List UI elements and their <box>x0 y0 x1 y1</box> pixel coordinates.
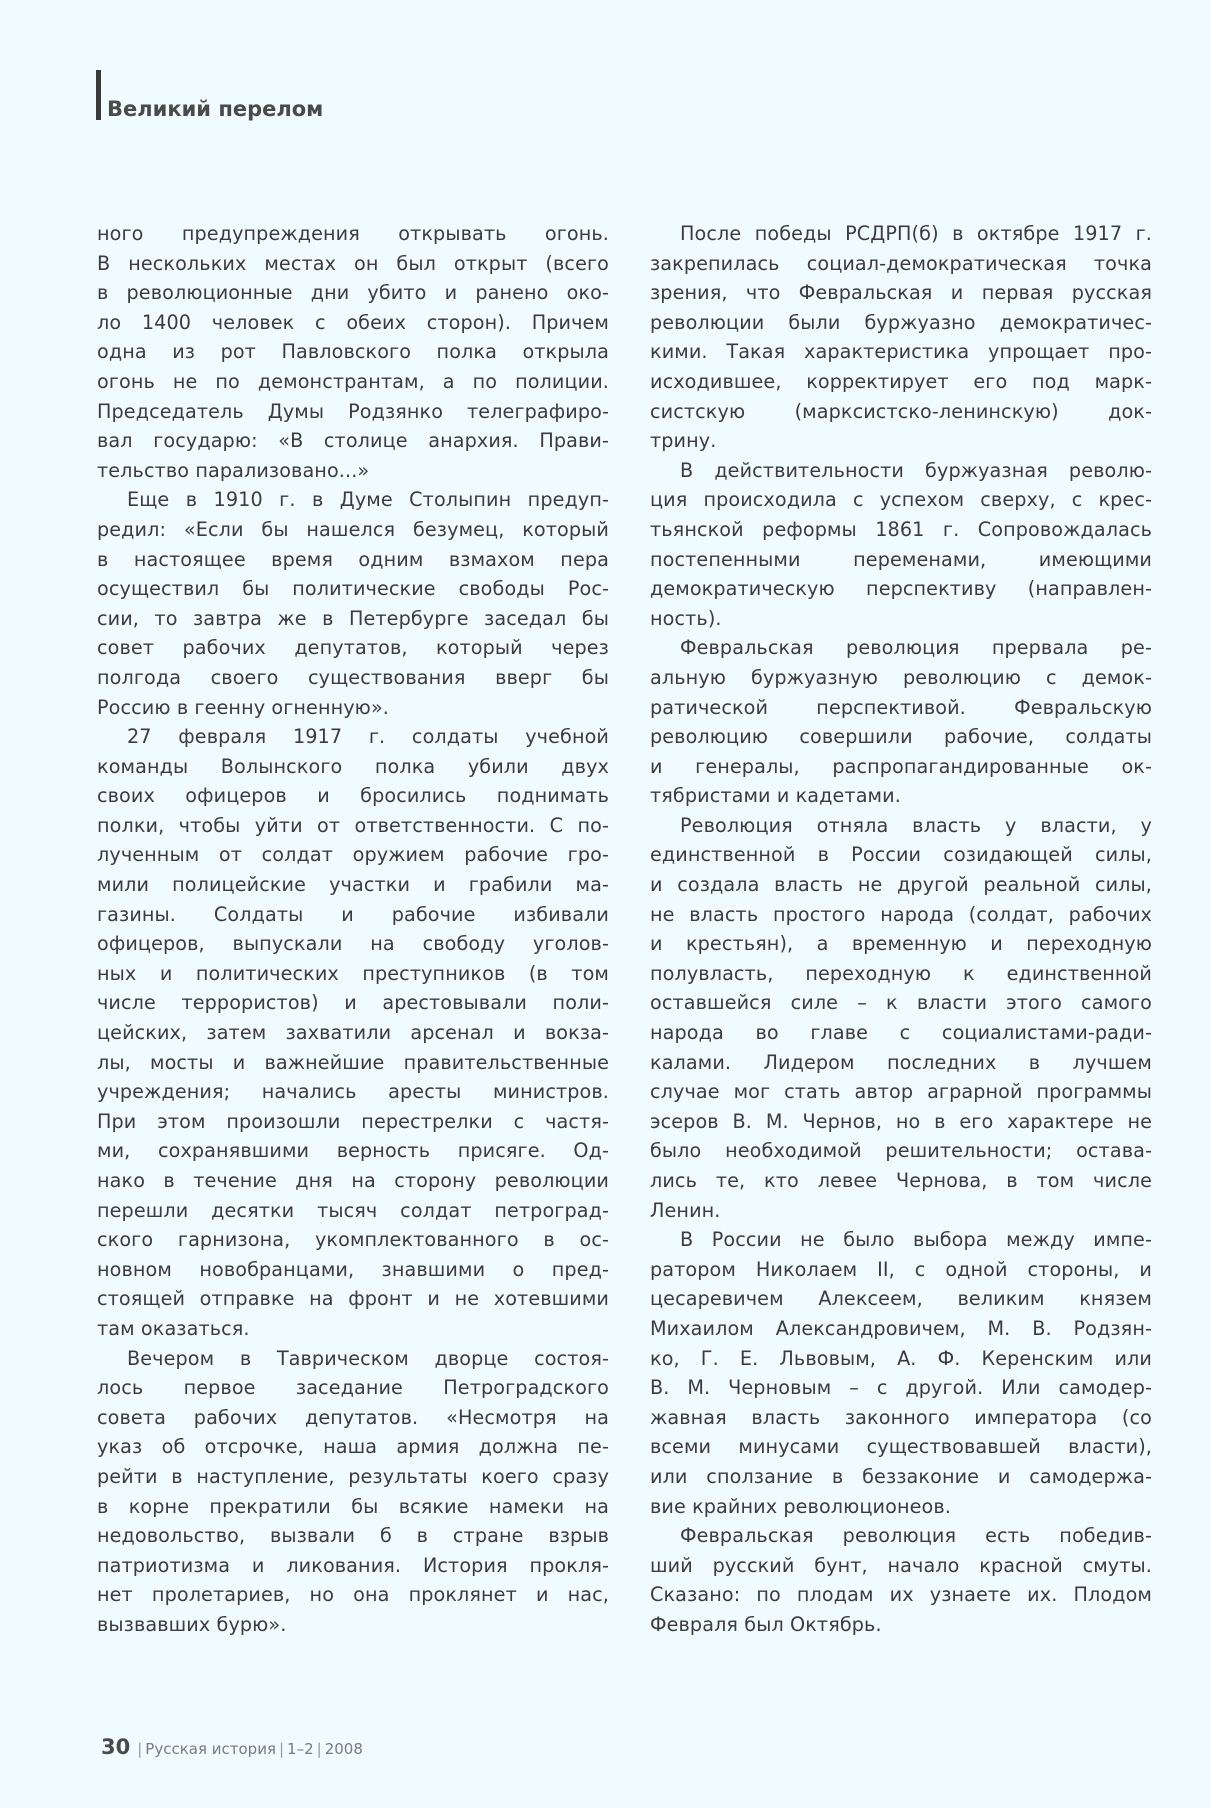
text-line: революции были буржуазно демократичес- <box>650 310 1152 334</box>
text-line: своих офицеров и бросились поднимать <box>97 784 609 808</box>
running-header <box>96 70 323 120</box>
text-line: ло 1400 человек с обеих сторон). Причем <box>97 310 609 334</box>
journal-name: Русская история <box>145 1740 276 1758</box>
text-line: нако в течение дня на сторону революции <box>97 1169 609 1192</box>
text-line: Революция отняла власть у власти, у <box>680 813 1152 837</box>
text-line: лы, мосты и важнейшие правительственные <box>97 1050 609 1074</box>
text-line: всеми минусами существовавшей власти), <box>650 1435 1152 1459</box>
text-line: новном новобранцами, знавшими о пред- <box>97 1257 609 1281</box>
text-line: полувласть, переходную к единственной <box>650 961 1152 985</box>
text-line: ского гарнизона, укомплектованного в ос- <box>97 1228 609 1252</box>
text-line: ратической перспективой. Февральскую <box>650 695 1152 719</box>
text-line: и генералы, распропагандированные ок- <box>650 754 1152 778</box>
text-line: ность). <box>650 606 722 630</box>
text-line: нет пролетариев, но она проклянет и нас, <box>97 1583 609 1607</box>
text-line: тельство парализовано...» <box>97 458 370 482</box>
text-line: систскую (марксистско-ленинскую) док- <box>650 399 1152 423</box>
text-line: учреждения; начались аресты министров. <box>97 1080 609 1104</box>
text-line: демократическую перспективу (направлен- <box>650 577 1152 601</box>
text-line: было необходимой решительности; остава- <box>650 1139 1152 1163</box>
text-line: одна из рот Павловского полка открыла <box>97 340 609 364</box>
text-line: зрения, что Февральская и первая русская <box>650 281 1152 305</box>
text-line: совет рабочих депутатов, который через <box>97 636 609 660</box>
text-line: альную буржуазную революцию с демок- <box>650 665 1152 689</box>
text-line: там оказаться. <box>97 1316 250 1340</box>
text-line: закрепилась социал-демократическая точка <box>650 251 1152 275</box>
text-line: осуществил бы политические свободы Рос- <box>97 577 609 601</box>
text-column-left <box>97 219 609 1640</box>
text-line: Февральская революция прервала ре- <box>680 636 1152 660</box>
text-line: Михаилом Александровичем, М. В. Родзян- <box>650 1316 1152 1340</box>
text-line: Россию в геенну огненную». <box>97 695 389 719</box>
text-line: и создала власть не другой реальной силы, <box>650 873 1152 897</box>
footer-separator: | <box>278 1740 285 1758</box>
text-line: полки, чтобы уйти от ответственности. С по- <box>97 813 609 837</box>
text-line: в корне прекратили бы всякие намеки на <box>97 1494 609 1518</box>
text-line: полгода своего существования вверг бы <box>97 665 609 689</box>
text-line: Сказано: по плодам их узнаете их. Плодом <box>650 1583 1152 1607</box>
text-line: ший русский бунт, начало красной смуты. <box>650 1553 1152 1577</box>
text-line: Февраля был Октябрь. <box>650 1612 882 1636</box>
text-line: жавная власть законного императора (со <box>650 1405 1152 1429</box>
text-line: редил: «Если бы нашелся безумец, который <box>97 517 609 541</box>
text-line: сии, то завтра же в Петербурге заседал бы <box>97 606 609 630</box>
footer-separator: | <box>137 1740 143 1758</box>
text-line: случае мог стать автор аграрной программы <box>650 1080 1152 1104</box>
text-line: числе террористов) и арестовывали поли- <box>97 991 609 1015</box>
footer-separator: | <box>316 1740 322 1758</box>
text-line: рейти в наступление, результаты коего сразу <box>97 1464 609 1488</box>
text-line: вал государю: «В столице анархия. Прави- <box>97 429 609 453</box>
text-line: и крестьян), а временную и переходную <box>650 932 1152 956</box>
text-line: Еще в 1910 г. в Думе Столыпин предуп- <box>127 488 609 512</box>
issue-year: 2008 <box>324 1740 363 1758</box>
page-footer <box>101 1735 363 1759</box>
text-line: в настоящее время одним взмахом пера <box>97 547 609 571</box>
text-line: В. М. Черновым – с другой. Или самодер- <box>650 1376 1152 1400</box>
text-line: народа во главе с социалистами-ради- <box>650 1021 1152 1045</box>
text-line: патриотизма и ликования. История прокля- <box>97 1553 609 1577</box>
text-line: Февральская революция есть победив- <box>680 1524 1152 1548</box>
text-line: трину. <box>650 429 717 453</box>
text-line: стоящей отправке на фронт и не хотевшими <box>97 1287 609 1311</box>
section-title: Великий перелом <box>107 97 324 121</box>
text-line: В действительности буржуазная револю- <box>680 458 1152 482</box>
text-line: команды Волынского полка убили двух <box>97 754 609 778</box>
text-line: калами. Лидером последних в лучшем <box>650 1050 1152 1074</box>
text-line: кими. Такая характеристика упрощает про- <box>650 340 1152 364</box>
text-line: В нескольких местах он был открыт (всего <box>97 251 609 275</box>
text-line: Ленин. <box>650 1198 721 1222</box>
text-line: цейских, затем захватили арсенал и вокза- <box>97 1021 609 1045</box>
text-line: вызвавших бурю». <box>97 1612 287 1636</box>
text-line: вие крайних революционеов. <box>650 1494 951 1518</box>
text-line: тьянской реформы 1861 г. Сопровождалась <box>650 517 1152 541</box>
text-line: лись те, кто левее Чернова, в том числе <box>650 1169 1152 1192</box>
text-line: мили полицейские участки и грабили ма- <box>97 873 609 897</box>
text-line: лось первое заседание Петроградского <box>97 1376 609 1400</box>
text-column-right <box>650 219 1152 1640</box>
text-line: оставшейся силе – к власти этого самого <box>650 991 1152 1015</box>
text-line: После победы РСДРП(б) в октябре 1917 г. <box>680 222 1152 245</box>
text-line: ратором Николаем II, с одной стороны, и <box>650 1257 1152 1281</box>
text-line: указ об отсрочке, наша армия должна пе- <box>97 1435 609 1459</box>
text-line: или сползание в беззаконие и самодержа- <box>650 1464 1152 1488</box>
issue-number: 1–2 <box>287 1740 314 1758</box>
text-line: ция происходила с успехом сверху, с крес- <box>650 488 1152 512</box>
text-line: Вечером в Таврическом дворце состоя- <box>127 1346 609 1370</box>
text-line: В России не было выбора между импе- <box>680 1228 1152 1252</box>
text-line: в революционные дни убито и ранено око- <box>97 281 609 305</box>
text-line: исходившее, корректирует его под марк- <box>650 369 1152 393</box>
text-line: 27 февраля 1917 г. солдаты учебной <box>127 725 609 749</box>
text-line: эсеров В. М. Чернов, но в его характере не <box>650 1109 1152 1133</box>
text-line: лученным от солдат оружием рабочие гро- <box>97 843 609 867</box>
text-line: огонь не по демонстрантам, а по полиции. <box>97 369 609 393</box>
text-line: ного предупреждения открывать огонь. <box>97 222 609 245</box>
text-line: перешли десятки тысяч солдат петроград- <box>97 1198 609 1222</box>
page-number: 30 <box>101 1735 131 1759</box>
text-line: единственной в России созидающей силы, <box>650 843 1152 867</box>
text-line: ко, Г. Е. Львовым, А. Ф. Керенским или <box>650 1346 1152 1370</box>
text-line: ми, сохранявшими верность присяге. Од- <box>97 1139 609 1163</box>
text-line: При этом произошли перестрелки с частя- <box>97 1109 609 1133</box>
text-line: цесаревичем Алексеем, великим князем <box>650 1287 1152 1311</box>
text-line: офицеров, выпускали на свободу уголов- <box>97 932 609 956</box>
header-accent-bar <box>96 70 101 120</box>
text-line: тябристами и кадетами. <box>650 784 901 808</box>
text-line: революцию совершили рабочие, солдаты <box>650 725 1152 749</box>
text-line: газины. Солдаты и рабочие избивали <box>97 902 609 926</box>
text-line: постепенными переменами, имеющими <box>650 547 1152 571</box>
text-line: Председатель Думы Родзянко телеграфиро- <box>97 399 609 423</box>
text-line: не власть простого народа (солдат, рабочих <box>650 902 1152 926</box>
text-line: совета рабочих депутатов. «Несмотря на <box>97 1405 609 1429</box>
text-line: ных и политических преступников (в том <box>97 961 609 985</box>
text-line: недовольство, вызвали б в стране взрыв <box>97 1524 609 1548</box>
